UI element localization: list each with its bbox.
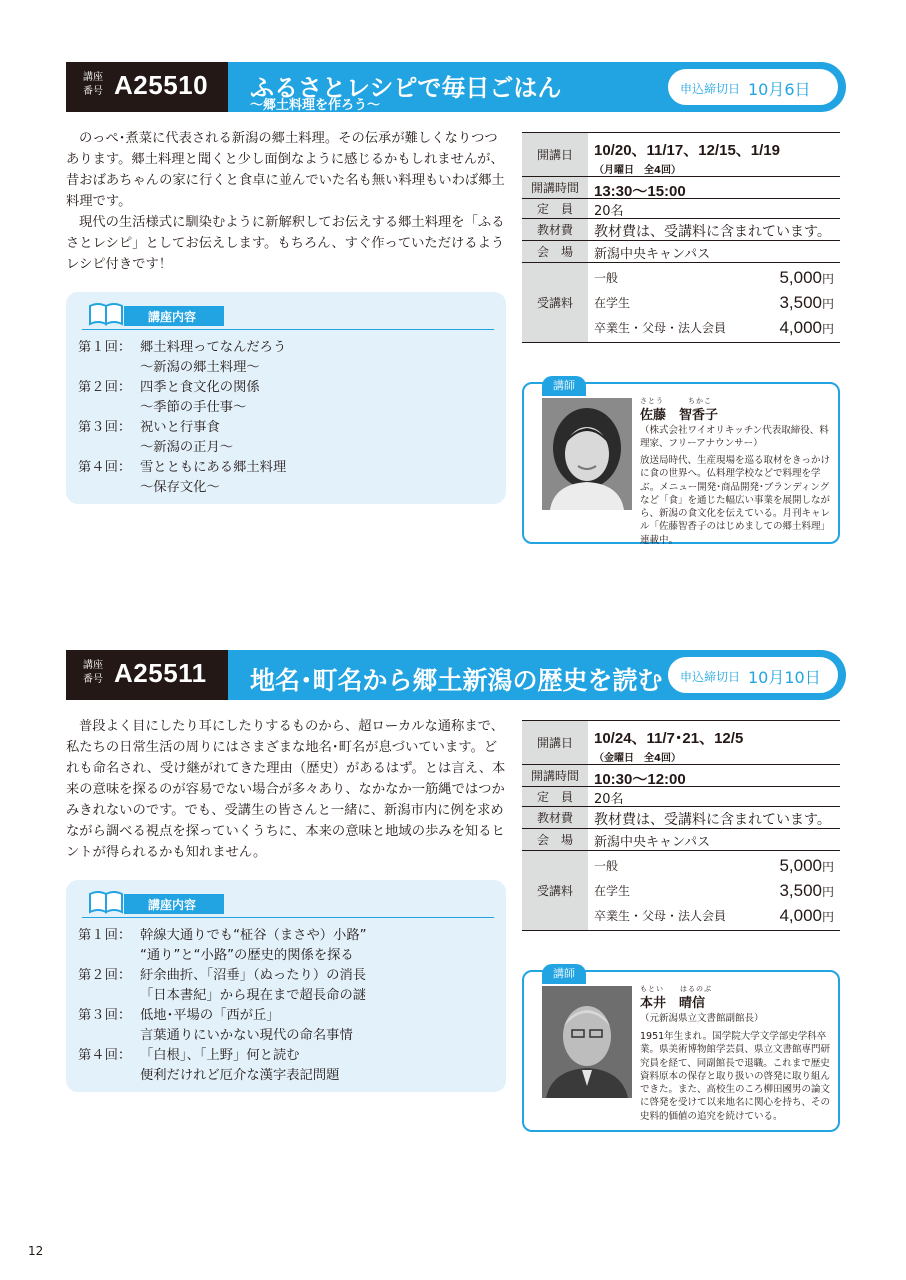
lesson-title: 郷土料理ってなんだろう [140,340,287,355]
course-title: ふるさとレシピで毎日ごはん [250,74,562,102]
course-number-box [66,62,228,112]
deadline-label: 申込締切日 [680,670,741,684]
info-row-venue [522,829,840,851]
info-key: 開講日 [522,133,588,176]
info-row-fees [522,263,840,343]
lecturer-affiliation: （元新潟県立文書館副館長） [640,1013,764,1024]
course-dates: 10/24、11/7･21、12/5 [594,730,744,747]
lecturer-name: 佐藤 智香子 [640,408,719,423]
lesson-title: 低地･平場の「西が丘」 [140,1008,280,1023]
info-row-dates [522,133,840,177]
course-title: 地名･町名から郷土新潟の歴史を読む [250,666,663,695]
info-key: 教材費 [522,219,588,240]
lesson-number: 第４回： [78,1048,132,1063]
deadline-label: 申込締切日 [680,82,741,96]
lesson-number: 第２回： [78,968,132,983]
deadline-badge [666,655,840,695]
course-time: 10:30～12:00 [594,771,686,788]
lesson-sub: ～季節の手仕事～ [140,400,247,415]
lecturer-name-ruby: もとい はるのぶ [640,985,712,993]
fee-line [594,853,834,878]
lesson-item [78,338,286,378]
fee-amount: 4,000 [779,905,822,925]
lesson-number: 第１回： [78,340,132,355]
info-key: 開講時間 [522,177,588,198]
fee-amount: 5,000 [779,267,822,287]
course-info-table [522,132,840,343]
lesson-item [78,1006,367,1046]
description-paragraph: 普段よく目にしたり耳にしたりするものから、超ローカルな通称まで、私たちの日常生活の周りにはさまざまな地名･町名が息づいています。どれも命名され、受け継がれてきた理由（歴史）があるはず。とは言え、本来の意味を探るのが容易でない場合が多々あり、なかなか一筋縄ではつかみきれないのです。でも、受講生の皆さんと一緒に、新潟市内に例を求めながら調べる視点を探っていくうちに、本来の意味と地域の歩みを知るヒントが得られるかも知れません。 [66,719,506,860]
info-key: 開講時間 [522,765,588,786]
info-row-materials [522,807,840,829]
info-key: 会 場 [522,829,588,850]
course-number-label: 講座番号 [83,72,103,97]
course-description [66,716,510,863]
lecturer-photo [542,986,632,1098]
course-content-box [66,880,506,1092]
course-dates-sub: （月曜日 全4回） [594,165,681,176]
lecturer-tag: 講師 [542,376,586,396]
fee-line [594,315,834,340]
description-paragraph: のっぺ･煮菜に代表される新潟の郷土料理。その伝承が難しくなりつつあります。郷土料理と聞くと少し面倒なように感じるかもしれませんが、昔おばあちゃんの家に行くと食卓に並んでいた名も無い料理もいわば郷土料理です。 [66,131,505,209]
fee-name: 一般 [594,859,619,873]
fee-unit: 円 [821,296,834,311]
info-row-time [522,765,840,787]
info-key: 会 場 [522,241,588,262]
lesson-number: 第３回： [78,420,132,435]
fee-unit: 円 [821,859,834,874]
fee-amount: 3,500 [779,880,822,900]
lesson-number: 第２回： [78,380,132,395]
content-label: 講座内容 [124,306,224,326]
lesson-title: 四季と食文化の関係 [140,380,260,395]
course-header [66,62,846,114]
course-time: 13:30～15:00 [594,183,686,200]
lecturer-bio: 放送局時代、生産現場を巡る取材をきっかけに食の世界へ。仏料理学校などで料理を学ぶ。メニュー開発･商品開発･ブランディングなど「食」を通じた幅広い事業を展開しながら、新潟の食文化を伝えている。月刊キャレル「佐藤智香子のはじめましての郷土料理」連載中。 [640,455,831,546]
fee-unit: 円 [821,321,834,336]
fee-amount: 5,000 [779,855,822,875]
lecturer-bio: 1951年生まれ。国学院大学文学部史学科卒業。県美術博物館学芸員、県立文書館専門研究員を経て、同副館長で退職。これまで歴史資料原本の保存と取り扱いの啓発に取り組んできた。また、高校生のころ柳田國男の論文に啓発を受けて以来地名に関心を持ち、その史料的価値の追究を続けている。 [640,1031,831,1122]
course-capacity: 20名 [594,792,624,807]
course-dates-sub: （金曜日 全4回） [594,753,681,764]
lesson-item [78,926,367,966]
lesson-item [78,378,286,418]
course-title-bar [228,650,846,700]
course-number-label: 講座番号 [83,660,103,685]
info-row-capacity [522,787,840,807]
lesson-number: 第４回： [78,460,132,475]
course-code: A25511 [114,658,207,688]
lesson-sub: “通り”と“小路”の歴史的関係を探る [140,948,354,963]
lesson-sub: ～保存文化～ [140,480,220,495]
content-label: 講座内容 [124,894,224,914]
course-capacity: 20名 [594,204,624,219]
course-header [66,650,846,702]
course-materials: 教材費は、受講料に含まれています。 [594,812,831,828]
lesson-sub: ～新潟の郷土料理～ [140,360,260,375]
fee-unit: 円 [821,271,834,286]
course-number-box [66,650,228,700]
lecturer-card [522,967,840,1132]
info-row-capacity [522,199,840,219]
lesson-sub: ～新潟の正月～ [140,440,234,455]
deadline-badge [666,67,840,107]
lesson-item [78,418,286,458]
book-icon [88,302,124,326]
fee-name: 一般 [594,271,619,285]
fee-name: 卒業生・父母・法人会員 [594,909,727,923]
lecturer-name-ruby: さとう ちかこ [640,397,712,405]
lesson-title: 紆余曲折、「沼垂」（ぬったり）の消長 [140,968,367,983]
fee-name: 在学生 [594,884,631,898]
info-row-fees [522,851,840,931]
lecturer-card [522,379,840,546]
fee-line [594,878,834,903]
fee-amount: 4,000 [779,317,822,337]
fee-line [594,290,834,315]
course-dates: 10/20、11/17、12/15、1/19 [594,142,780,159]
course-venue: 新潟中央キャンパス [594,247,711,262]
course-venue: 新潟中央キャンパス [594,835,711,850]
deadline-date: 10月6日 [748,80,811,99]
lesson-item [78,458,286,498]
fee-name: 卒業生・父母・法人会員 [594,321,727,335]
info-key: 受講料 [522,263,588,342]
book-icon [88,890,124,914]
lesson-number: 第３回： [78,1008,132,1023]
fee-unit: 円 [821,884,834,899]
fee-line [594,265,834,290]
info-row-materials [522,219,840,241]
fee-amount: 3,500 [779,292,822,312]
lesson-title: 祝いと行事食 [140,420,220,435]
lesson-title: 幹線大通りでも“柾谷（まさや）小路” [140,928,367,943]
info-key: 定 員 [522,199,588,218]
lesson-sub: 「日本書紀」から現在まで超長命の謎 [140,988,367,1003]
page-number: 12 [28,1244,44,1258]
lesson-title: 雪とともにある郷土料理 [140,460,287,475]
info-key: 受講料 [522,851,588,930]
course-materials: 教材費は、受講料に含まれています。 [594,224,831,240]
info-key: 定 員 [522,787,588,806]
lecturer-name: 本井 晴信 [640,996,706,1011]
lesson-number: 第１回： [78,928,132,943]
fee-line [594,903,834,928]
info-key: 開講日 [522,721,588,764]
info-row-venue [522,241,840,263]
lesson-sub: 言葉通りにいかない現代の命名事情 [140,1028,353,1043]
lesson-list [78,338,286,498]
fee-name: 在学生 [594,296,631,310]
lesson-item [78,1046,367,1086]
deadline-date: 10月10日 [748,668,821,687]
info-row-time [522,177,840,199]
description-paragraph: 現代の生活様式に馴染むように新解釈してお伝えする郷土料理を「ふるさとレシピ」としてお伝えします。もちろん、すぐ作っていただけるようレシピ付きです！ [66,215,505,272]
lesson-item [78,966,367,1006]
course-description [66,128,510,275]
fee-unit: 円 [821,909,834,924]
course-title-bar [228,62,846,112]
course-code: A25510 [114,70,209,100]
lecturer-tag: 講師 [542,964,586,984]
course-content-box [66,292,506,504]
lesson-list [78,926,367,1086]
info-key: 教材費 [522,807,588,828]
course-info-table [522,720,840,931]
lesson-sub: 便利だけれど厄介な漢字表記問題 [140,1068,340,1083]
lesson-title: 「白根」、「上野」何と読む [140,1048,300,1063]
lecturer-photo [542,398,632,510]
lecturer-affiliation: （株式会社ワイオリキッチン代表取締役、料理家、フリーアナウンサー） [640,425,829,449]
info-row-dates [522,721,840,765]
course-subtitle: ～郷土料理を作ろう～ [250,98,381,113]
